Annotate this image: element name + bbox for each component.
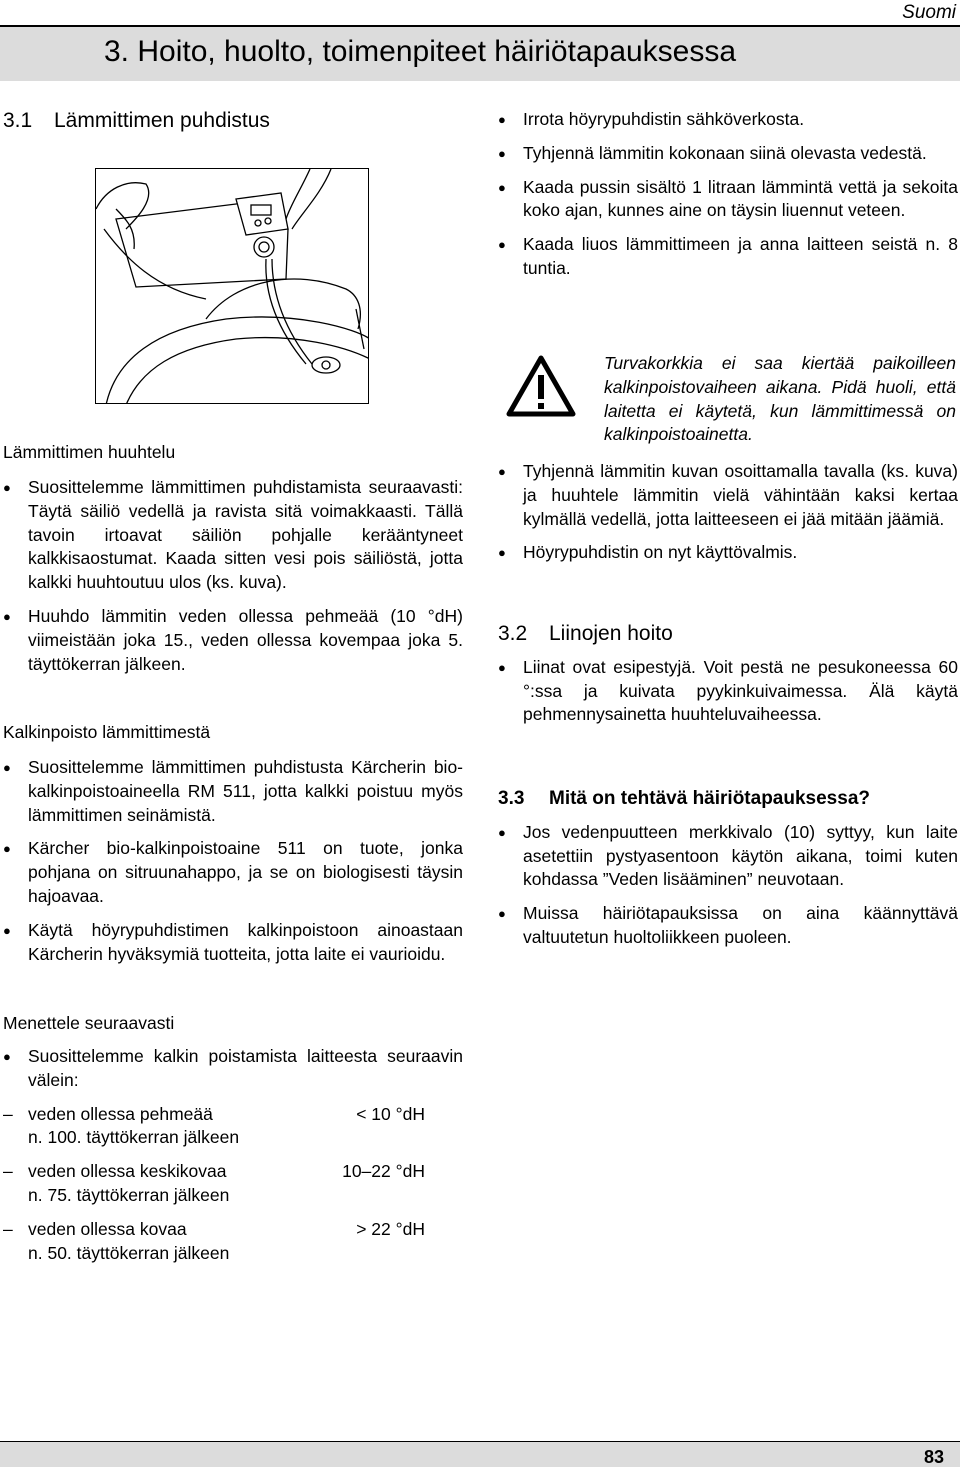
section-number: 3.2 (498, 622, 528, 645)
section-number: 3.1 (3, 109, 33, 132)
interval-item (3, 1218, 463, 1266)
language-label: Suomi (902, 2, 956, 23)
list-item: ● Huuhdo lämmitin veden ollessa pehmeää (10 °dH) viimeistään joka 15., veden ollessa kovempaa joka 5. täyttökerran jälkeen. (3, 605, 463, 676)
list-item: ● Jos vedenpuutteen merkkivalo (10) syttyy, kun laite asetettiin pystyasentoon käytön aikana, toimi kuten kohdassa ”Veden lisääminen” neuvotaan. (498, 821, 958, 892)
procedure-heading: Menettele seuraavasti (3, 1013, 175, 1033)
footer-bar (0, 1441, 960, 1467)
procedure-section (3, 1011, 463, 1275)
warning-triangle-icon (506, 355, 576, 417)
interval-frequency: n. 50. täyttökerran jälkeen (28, 1242, 230, 1263)
warning-notice (504, 352, 960, 448)
section-3-2-heading (498, 622, 958, 646)
interval-hardness: 10–22 °dH (342, 1161, 425, 1182)
section-3-3 (498, 787, 958, 960)
list-item: ● Käytä höyrypuhdistimen kalkinpoistoon ainoastaan Kärcherin hyväksymiä tuotteita, jotta laite ei vaurioidu. (3, 919, 463, 967)
interval-frequency: n. 75. täyttökerran jälkeen (28, 1184, 230, 1205)
list-item: ● Höyrypuhdistin on nyt käyttövalmis. (498, 541, 958, 565)
list-item: ● Tyhjennä lämmitin kuvan osoittamalla tavalla (ks. kuva) ja huuhtele lämmitin vielä vähintään kaksi kertaa kylmällä vedellä, jotta laitteeseen ei jää mitään jäämiä. (498, 460, 958, 531)
section-3-3-list (498, 821, 958, 950)
interval-hardness: < 10 °dH (356, 1103, 425, 1124)
descaling-list (3, 756, 463, 966)
page-number: 83 (923, 1447, 944, 1467)
rinsing-heading: Lämmittimen huuhtelu (3, 442, 176, 462)
section-3-2-list (498, 656, 958, 727)
interval-hardness: > 22 °dH (356, 1218, 425, 1239)
list-item: ● Suosittelemme lämmittimen puhdistamista seuraavasti: Täytä säiliö vedellä ja ravista sitä voimakkaasti. Tällä tavoin irtoavat säiliön pohjalle kerääntyneet kalkkisaostumat. Kaada sitten vesi pois säiliöstä, jotta kalkki huuhtoutuu ulos (ks. kuva). (3, 476, 463, 595)
list-item: ● Kaada pussin sisältö 1 litraan lämmintä vettä ja sekoita koko ajan, kunnes aine on täysin liuennut veteen. (498, 176, 958, 224)
warning-text: Turvakorkkia ei saa kiertää paikoilleen kalkinpoistovaiheen aikana. Pidä huoli, että laitetta ei käytetä, kun lämmittimessä on kalkinpoistoainetta. (604, 353, 956, 445)
boiler-draining-illustration (95, 168, 369, 404)
section-title: Lämmittimen puhdistus (54, 109, 270, 132)
section-3-1-heading (3, 109, 463, 133)
title-bar (0, 25, 960, 81)
list-item: ● Suosittelemme lämmittimen puhdistusta Kärcherin bio-kalkinpoistoaineella RM 511, jotta kalkki poistuu myös lämmittimen seinämistä. (3, 756, 463, 827)
rinsing-section (3, 440, 463, 686)
section-3-2 (498, 622, 958, 737)
cleaning-steps (498, 108, 958, 291)
list-item: ● Liinat ovat esipestyjä. Voit pestä ne pesukoneessa 60 °:ssa ja kuivata pyykinkuivaimessa. Älä käytä pehmennysainetta huuhteluvaiheessa. (498, 656, 958, 727)
descaling-section (3, 720, 463, 976)
list-item: ● Kaada liuos lämmittimeen ja anna laitteen seistä n. 8 tuntia. (498, 233, 958, 281)
section-number: 3.3 (498, 788, 525, 809)
list-item: ● Muissa häiriötapauksissa on aina käännyttävä valtuutetun huoltoliikkeen puoleen. (498, 902, 958, 950)
section-3-3-heading (498, 787, 958, 811)
section-title: Liinojen hoito (549, 622, 673, 645)
cleaning-steps-after-list (498, 460, 958, 565)
interval-item (3, 1103, 463, 1151)
rinsing-list (3, 476, 463, 676)
descaling-heading: Kalkinpoisto lämmittimestä (3, 722, 211, 742)
cleaning-steps-after (498, 460, 958, 575)
interval-item (3, 1160, 463, 1208)
interval-condition: – veden ollessa keskikovaa (28, 1161, 227, 1182)
list-item: ● Irrota höyrypuhdistin sähköverkosta. (498, 108, 958, 132)
interval-condition: – veden ollessa pehmeää (28, 1103, 213, 1124)
section-3-1-heading-block (3, 109, 463, 133)
interval-frequency: n. 100. täyttökerran jälkeen (28, 1127, 240, 1148)
cleaning-steps-list (498, 108, 958, 281)
list-item: ● Kärcher bio-kalkinpoistoaine 511 on tuote, jonka pohjana on sitruunahappo, ja se on biologisesti täysin hajoavaa. (3, 837, 463, 908)
interval-list (3, 1103, 463, 1266)
list-item: ● Suosittelemme kalkin poistamista laitteesta seuraavin välein: (3, 1045, 463, 1093)
procedure-intro-list (3, 1045, 463, 1093)
interval-condition: – veden ollessa kovaa (28, 1218, 187, 1239)
section-title: Mitä on tehtävä häiriötapauksessa? (549, 788, 870, 809)
page-title: 3. Hoito, huolto, toimenpiteet häiriötapauksessa (104, 35, 737, 68)
list-item: ● Tyhjennä lämmitin kokonaan siinä olevasta vedestä. (498, 142, 958, 166)
